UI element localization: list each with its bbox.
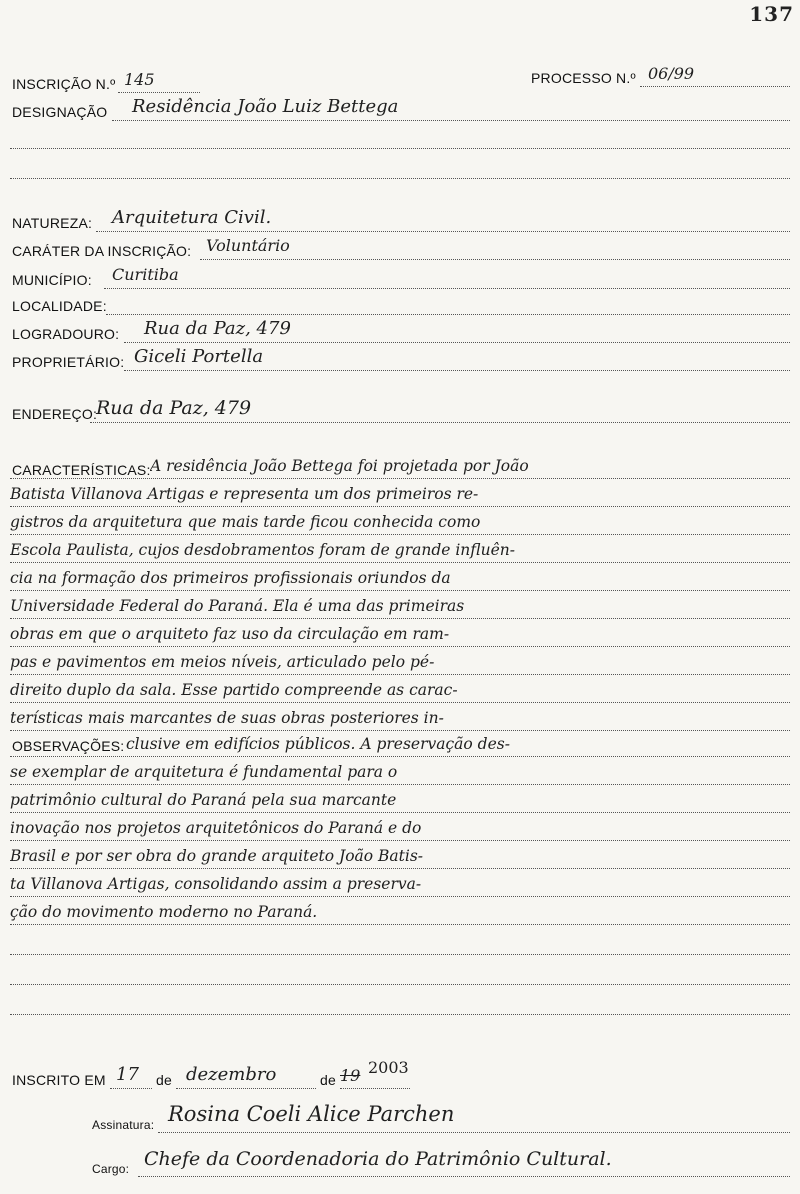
caracteristicas-line: pas e pavimentos em meios níveis, articulado pelo pé- xyxy=(10,653,435,671)
processo-value: 06/99 xyxy=(648,64,695,83)
municipio-label: MUNICÍPIO: xyxy=(12,272,92,288)
endereco-label: ENDEREÇO: xyxy=(12,406,98,422)
observacoes-line: se exemplar de arquitetura é fundamental para o xyxy=(10,763,398,781)
caracteristicas-label: CARACTERÍSTICAS: xyxy=(12,462,151,478)
localidade-dots xyxy=(106,314,790,315)
natureza-dots xyxy=(96,231,790,232)
assinatura-label: Assinatura: xyxy=(92,1118,155,1132)
natureza-label: NATUREZA: xyxy=(12,215,93,231)
caracteristicas-line: cia na formação dos primeiros profissionais oriundos da xyxy=(10,569,451,587)
observacoes-label: OBSERVAÇÕES: xyxy=(12,738,125,754)
rule xyxy=(10,506,790,507)
rule xyxy=(10,646,790,647)
proprietario-value: Giceli Portella xyxy=(134,346,264,367)
year-value: 2003 xyxy=(368,1058,409,1077)
caracteristicas-line: gistros da arquitetura que mais tarde ficou conhecida como xyxy=(10,513,481,531)
observacoes-line: clusive em edifícios públicos. A preservação des- xyxy=(126,735,510,753)
blank-line xyxy=(10,984,790,985)
observacoes-line: patrimônio cultural do Paraná pela sua marcante xyxy=(10,791,397,809)
carater-value: Voluntário xyxy=(206,236,290,255)
municipio-dots xyxy=(104,288,790,289)
rule xyxy=(10,756,790,757)
observacoes-line: inovação nos projetos arquitetônicos do Paraná e do xyxy=(10,819,422,837)
designacao-label: DESIGNAÇÃO xyxy=(12,104,108,120)
month-dots xyxy=(176,1088,316,1089)
endereco-value: Rua da Paz, 479 xyxy=(96,397,252,419)
processo-label: PROCESSO N.º xyxy=(531,70,636,86)
cargo-value: Chefe da Coordenadoria do Patrimônio Cultural. xyxy=(144,1148,612,1170)
blank-line xyxy=(10,148,790,149)
carater-label: CARÁTER DA INSCRIÇÃO: xyxy=(12,243,192,259)
inscricao-value: 145 xyxy=(124,70,155,89)
logradouro-value: Rua da Paz, 479 xyxy=(144,318,291,339)
rule xyxy=(10,674,790,675)
rule xyxy=(10,702,790,703)
designacao-dots xyxy=(112,120,790,121)
caracteristicas-line: A residência João Bettega foi projetada por João xyxy=(150,457,529,475)
rule xyxy=(10,812,790,813)
rule xyxy=(10,478,790,479)
page-number: 137 xyxy=(749,2,794,26)
blank-line xyxy=(10,954,790,955)
processo-dots xyxy=(640,86,790,87)
observacoes-line: Brasil e por ser obra do grande arquiteto João Batis- xyxy=(10,847,424,865)
caracteristicas-line: terísticas mais marcantes de suas obras posteriores in- xyxy=(10,709,444,727)
caracteristicas-line: Universidade Federal do Paraná. Ela é uma das primeiras xyxy=(10,597,465,615)
caracteristicas-line: Escola Paulista, cujos desdobramentos foram de grande influên- xyxy=(10,541,516,559)
cargo-label: Cargo: xyxy=(92,1162,130,1176)
logradouro-dots xyxy=(124,342,790,343)
localidade-label: LOCALIDADE: xyxy=(12,298,107,314)
rule xyxy=(10,590,790,591)
rule xyxy=(10,784,790,785)
logradouro-label: LOGRADOURO: xyxy=(12,326,120,342)
proprietario-dots xyxy=(124,370,790,371)
month-value: dezembro xyxy=(186,1064,277,1085)
inscricao-dots xyxy=(118,92,200,93)
observacoes-line: ta Villanova Artigas, consolidando assim a preserva- xyxy=(10,875,422,893)
caracteristicas-line: direito duplo da sala. Esse partido compreende as carac- xyxy=(10,681,458,699)
rule xyxy=(10,840,790,841)
municipio-value: Curitiba xyxy=(112,265,179,284)
de-label-2: de xyxy=(320,1072,336,1088)
rule xyxy=(10,868,790,869)
carater-dots xyxy=(200,259,790,260)
blank-line xyxy=(10,178,790,179)
blank-line xyxy=(10,1014,790,1015)
year-struck: 19 xyxy=(340,1066,361,1085)
year-dots xyxy=(340,1088,410,1089)
endereco-dots xyxy=(90,422,790,423)
caracteristicas-line: obras em que o arquiteto faz uso da circulação em ram- xyxy=(10,625,450,643)
inscrito-label: INSCRITO EM xyxy=(12,1072,106,1088)
rule xyxy=(10,562,790,563)
rule xyxy=(10,534,790,535)
day-dots xyxy=(110,1088,152,1089)
rule xyxy=(10,618,790,619)
designacao-value: Residência João Luiz Bettega xyxy=(132,96,399,117)
natureza-value: Arquitetura Civil. xyxy=(112,207,272,228)
proprietario-label: PROPRIETÁRIO: xyxy=(12,354,125,370)
de-label: de xyxy=(156,1072,172,1088)
signature: Rosina Coeli Alice Parchen xyxy=(168,1102,455,1126)
assinatura-dots xyxy=(158,1132,790,1133)
observacoes-line: ção do movimento moderno no Paraná. xyxy=(10,903,318,921)
cargo-dots xyxy=(138,1176,790,1177)
inscricao-label: INSCRIÇÃO N.º xyxy=(12,76,116,92)
caracteristicas-line: Batista Villanova Artigas e representa um dos primeiros re- xyxy=(10,485,479,503)
rule xyxy=(10,924,790,925)
day-value: 17 xyxy=(116,1064,139,1085)
rule xyxy=(10,896,790,897)
